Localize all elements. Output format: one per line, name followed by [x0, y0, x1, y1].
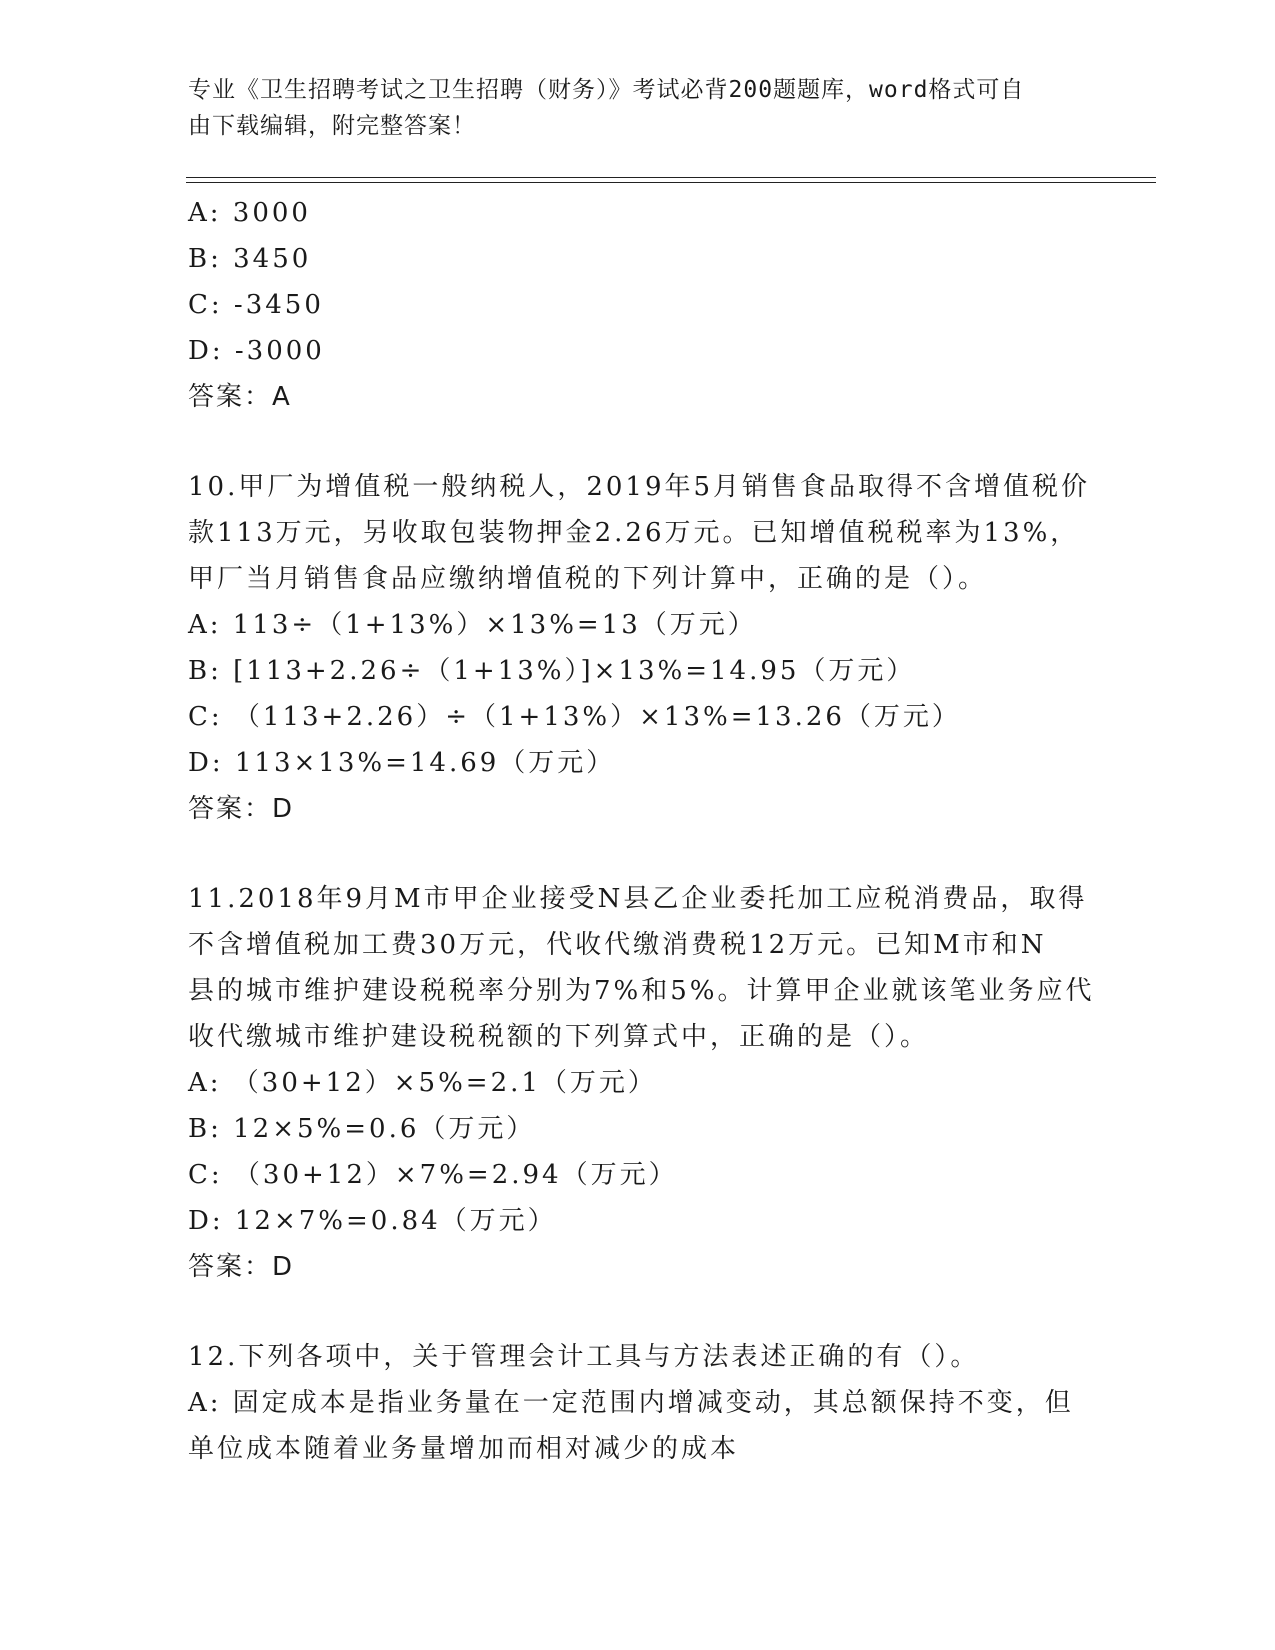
- q10-stem-line: 款113万元，另收取包装物押金2.26万元。已知增值税税率为13%，: [188, 518, 1080, 548]
- q11-option-d: D: 12×7%=0.84（万元）: [188, 1206, 557, 1236]
- q11-stem-line: 收代缴城市维护建设税税额的下列算式中，正确的是（）。: [188, 1022, 930, 1052]
- question-11: [188, 876, 1095, 1290]
- question-9: [188, 190, 1088, 420]
- q10-answer: 答案：D: [188, 794, 295, 824]
- q9-option-b: B: 3450: [188, 244, 312, 274]
- header-divider-top: [186, 177, 1156, 178]
- q12-option-a-continued: 单位成本随着业务量增加而相对减少的成本: [188, 1434, 740, 1464]
- q9-option-d: D: -3000: [188, 336, 325, 366]
- q9-answer: 答案：A: [188, 382, 292, 412]
- q12-stem-line: 12.下列各项中，关于管理会计工具与方法表述正确的有（）。: [188, 1342, 980, 1372]
- q11-option-a: A: （30+12）×5%=2.1（万元）: [188, 1068, 657, 1098]
- q11-stem-line: 11.2018年9月M市甲企业接受N县乙企业委托加工应税消费品，取得: [188, 884, 1088, 914]
- q11-stem-line: 不含增值税加工费30万元，代收代缴消费税12万元。已知M市和N: [188, 930, 1047, 960]
- header-divider-bottom: [186, 182, 1156, 183]
- q9-option-a: A: 3000: [188, 198, 311, 228]
- q11-stem-line: 县的城市维护建设税税率分别为7%和5%。计算甲企业就该笔业务应代: [188, 976, 1095, 1006]
- q10-option-b: B: [113+2.26÷（1+13%）]×13%=14.95（万元）: [188, 656, 916, 686]
- q10-stem-line: 甲厂当月销售食品应缴纳增值税的下列计算中，正确的是（）。: [188, 564, 988, 594]
- question-10: [188, 464, 1091, 832]
- q9-option-c: C: -3450: [188, 290, 324, 320]
- q10-option-a: A: 113÷（1+13%）×13%=13（万元）: [188, 610, 757, 640]
- header-line-2: 由下载编辑，附完整答案！: [188, 113, 476, 139]
- q11-answer: 答案：D: [188, 1252, 295, 1282]
- question-12: [188, 1334, 1088, 1472]
- q11-option-b: B: 12×5%=0.6（万元）: [188, 1114, 536, 1144]
- q10-stem-line: 10.甲厂为增值税一般纳税人，2019年5月销售食品取得不含增值税价: [188, 472, 1091, 502]
- q10-option-d: D: 113×13%=14.69（万元）: [188, 748, 616, 778]
- document-header: [188, 72, 1088, 144]
- q12-option-a: A: 固定成本是指业务量在一定范围内增减变动，其总额保持不变，但: [188, 1388, 1074, 1418]
- header-line-1: 专业《卫生招聘考试之卫生招聘（财务）》考试必背200题题库，word格式可自: [188, 77, 1025, 103]
- q11-option-c: C: （30+12）×7%=2.94（万元）: [188, 1160, 678, 1190]
- q10-option-c: C: （113+2.26）÷（1+13%）×13%=13.26（万元）: [188, 702, 961, 732]
- document-body: [188, 190, 1095, 1472]
